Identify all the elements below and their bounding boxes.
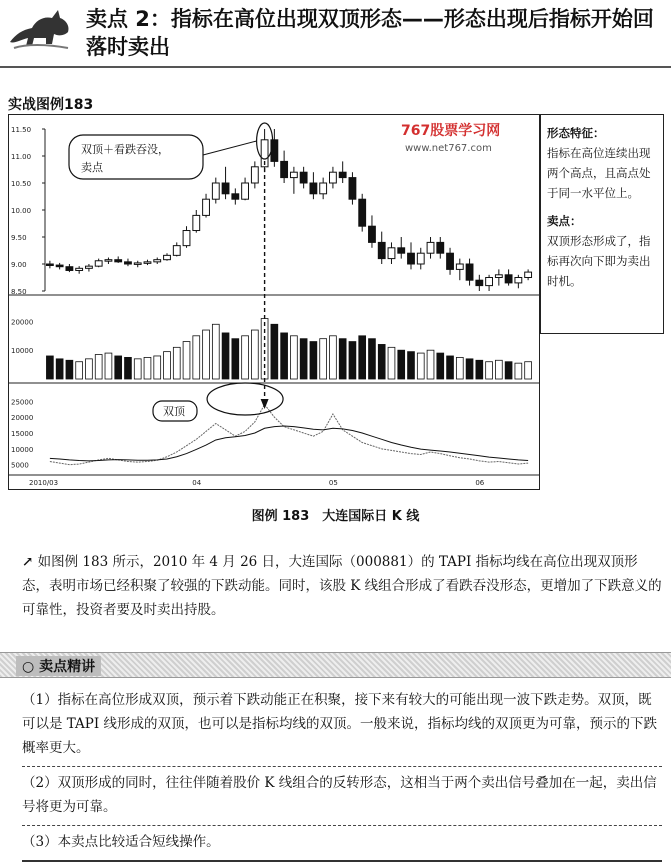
watermark-title: 767股票学习网	[401, 123, 501, 139]
figure-caption: 图例 183 大连国际日 K 线	[251, 509, 420, 524]
candle-body	[173, 246, 180, 256]
volume-bar	[339, 339, 346, 379]
candle-body	[447, 253, 454, 269]
candle-body	[144, 262, 151, 264]
candle-body	[125, 262, 132, 264]
pattern-info-box	[540, 114, 664, 334]
volume-bar	[310, 342, 317, 379]
callout-text-1: 双顶＋看跌吞没，	[81, 143, 169, 156]
sell-text: 双顶形态形成了，指标再次向下即为卖出时机。	[547, 234, 651, 288]
candle-body	[388, 248, 395, 259]
example-paragraph	[22, 550, 662, 622]
tapi-tick-label: 10000	[11, 445, 34, 454]
stock-chart	[8, 114, 540, 490]
candle-body	[466, 264, 473, 280]
volume-bar	[515, 363, 522, 379]
volume-bar	[456, 357, 463, 379]
candle-body	[320, 183, 327, 194]
candle-body	[105, 260, 112, 262]
tapi-line	[50, 405, 528, 465]
volume-bar	[378, 344, 385, 379]
example-heading: 实战图例183	[8, 97, 94, 113]
volume-bar	[466, 359, 473, 379]
volume-bar	[408, 352, 415, 379]
candle-body	[212, 183, 219, 199]
candle-body	[456, 264, 463, 269]
candle-body	[281, 161, 288, 177]
tip-item: （3）本卖点比较适合短线操作。	[22, 826, 662, 862]
candle-body	[242, 183, 249, 199]
volume-bar	[505, 362, 512, 379]
volume-bar	[134, 359, 141, 379]
y-tick-label: 8.50	[11, 288, 27, 296]
candle-body	[66, 267, 73, 271]
volume-bar	[369, 339, 376, 379]
candle-body	[251, 167, 258, 183]
callout-text-2: 卖点	[81, 161, 103, 174]
tapi-ma-line	[50, 426, 528, 461]
candle-body	[369, 226, 376, 242]
volume-bar	[193, 336, 200, 379]
double-top-circle	[207, 383, 283, 415]
candle-body	[417, 253, 424, 264]
feature-label: 形态特征：	[547, 126, 605, 140]
volume-bar	[242, 336, 249, 379]
volume-bar	[271, 324, 278, 379]
volume-tick-label: 10000	[11, 347, 34, 356]
candle-body	[76, 268, 83, 270]
volume-bar	[525, 362, 532, 379]
x-tick-label: 05	[328, 479, 338, 487]
candle-body	[300, 172, 307, 183]
tip-item: （1）指标在高位形成双顶，预示着下跌动能正在积聚，接下来有较大的可能出现一波下跌走势。双顶，既可以是 TAPI 线形成的双顶，也可以是指标均线的双顶。一般来说，指标均线的双顶更为可靠，预示的下跌概率更大。	[22, 684, 662, 767]
volume-bar	[261, 319, 268, 379]
page-header	[0, 0, 671, 64]
candle-body	[290, 172, 297, 177]
paragraph-text: 如图例 183 所示，2010 年 4 月 26 日，大连国际（000881）的 TAPI 指标均线在高位出现双顶形态，表明市场已经积聚了较强的下跌动能。同时，该股 K 线组合形成了看跌吞没形态，更增加了下跌意义的可靠性，投资者要及时卖出持股。	[22, 554, 662, 618]
volume-bar	[290, 336, 297, 379]
tapi-tick-label: 25000	[11, 398, 34, 407]
tapi-tick-label: 15000	[11, 430, 34, 438]
y-tick-label: 11.00	[11, 153, 32, 161]
volume-bar	[251, 330, 258, 379]
candle-body	[134, 263, 141, 265]
candle-body	[86, 266, 93, 268]
candle-body	[427, 242, 434, 253]
candle-body	[193, 215, 200, 230]
candle-body	[505, 275, 512, 283]
tips-list	[22, 684, 662, 862]
candle-body	[164, 255, 171, 259]
circle-bullet-icon: ○	[22, 659, 40, 675]
volume-bar	[495, 360, 502, 379]
volume-bar	[232, 339, 239, 379]
candle-body	[398, 248, 405, 253]
candle-body	[359, 199, 366, 226]
tip-item: （2）双顶形成的同时，往往伴随着股价 K 线组合的反转形态，这相当于两个卖出信号叠加在一起，卖出信号将更为可靠。	[22, 767, 662, 826]
volume-bar	[86, 359, 93, 379]
candle-body	[330, 172, 337, 183]
y-tick-label: 9.00	[11, 261, 27, 269]
tips-title: ○ 卖点精讲	[16, 656, 101, 676]
volume-bar	[300, 339, 307, 379]
volume-bar	[183, 342, 190, 379]
volume-bar	[46, 356, 53, 379]
volume-bar	[388, 347, 395, 379]
volume-bar	[486, 362, 493, 379]
y-tick-label: 10.00	[11, 207, 32, 215]
volume-bar	[66, 360, 73, 379]
candle-body	[495, 275, 502, 278]
candle-body	[525, 272, 532, 277]
volume-bar	[330, 336, 337, 379]
volume-bar	[476, 360, 483, 379]
volume-bar	[164, 352, 171, 379]
double-top-label: 双顶	[163, 405, 185, 418]
volume-bar	[115, 356, 122, 379]
callout-pointer	[203, 141, 257, 155]
volume-bar	[398, 350, 405, 379]
volume-bar	[76, 362, 83, 379]
candle-body	[203, 199, 210, 215]
candle-body	[46, 264, 53, 266]
candle-body	[486, 278, 493, 286]
tapi-tick-label: 20000	[11, 414, 34, 423]
volume-bar	[125, 357, 132, 379]
tips-band	[0, 652, 671, 678]
volume-bar	[154, 356, 161, 379]
candle-body	[154, 260, 161, 262]
chart-svg	[9, 115, 539, 489]
y-tick-label: 11.50	[11, 126, 32, 134]
candle-body	[515, 278, 522, 283]
volume-bar	[427, 350, 434, 379]
volume-bar	[447, 356, 454, 379]
volume-tick-label: 20000	[11, 318, 34, 327]
volume-bar	[95, 355, 102, 379]
bull-logo-icon	[6, 4, 74, 54]
candle-body	[222, 183, 229, 194]
candle-body	[56, 265, 63, 267]
y-tick-label: 10.50	[11, 180, 32, 188]
candle-body	[437, 242, 444, 253]
feature-text: 指标在高位连续出现两个高点，且高点处于同一水平位上。	[547, 146, 651, 200]
header-divider	[0, 66, 671, 68]
volume-bar	[144, 357, 151, 379]
volume-bar	[222, 333, 229, 379]
candle-body	[408, 253, 415, 264]
candle-body	[349, 178, 356, 200]
volume-bar	[281, 333, 288, 379]
x-tick-label: 06	[475, 479, 485, 487]
candle-body	[95, 261, 102, 266]
x-tick-label: 04	[192, 479, 202, 487]
candle-body	[378, 242, 385, 258]
volume-bar	[359, 336, 366, 379]
volume-bar	[320, 339, 327, 379]
candle-body	[339, 172, 346, 177]
volume-bar	[349, 342, 356, 379]
page-title: 卖点 2：指标在高位出现双顶形态——形态出现后指标开始回落时卖出	[86, 7, 654, 59]
watermark-url: www.net767.com	[405, 143, 492, 154]
volume-bar	[56, 359, 63, 379]
sell-label: 卖点：	[547, 214, 582, 228]
tapi-tick-label: 5000	[11, 461, 29, 470]
volume-bar	[203, 330, 210, 379]
volume-bar	[173, 347, 180, 379]
candle-body	[115, 260, 122, 262]
volume-bar	[212, 324, 219, 379]
volume-bar	[437, 353, 444, 379]
volume-bar	[417, 353, 424, 379]
volume-bar	[105, 353, 112, 379]
candle-body	[476, 280, 483, 285]
arrow-icon: ↗	[22, 554, 34, 570]
candle-body	[310, 183, 317, 194]
candle-body	[232, 194, 239, 199]
x-tick-label: 2010/03	[29, 479, 59, 487]
y-tick-label: 9.50	[11, 234, 27, 242]
candle-body	[183, 231, 190, 246]
